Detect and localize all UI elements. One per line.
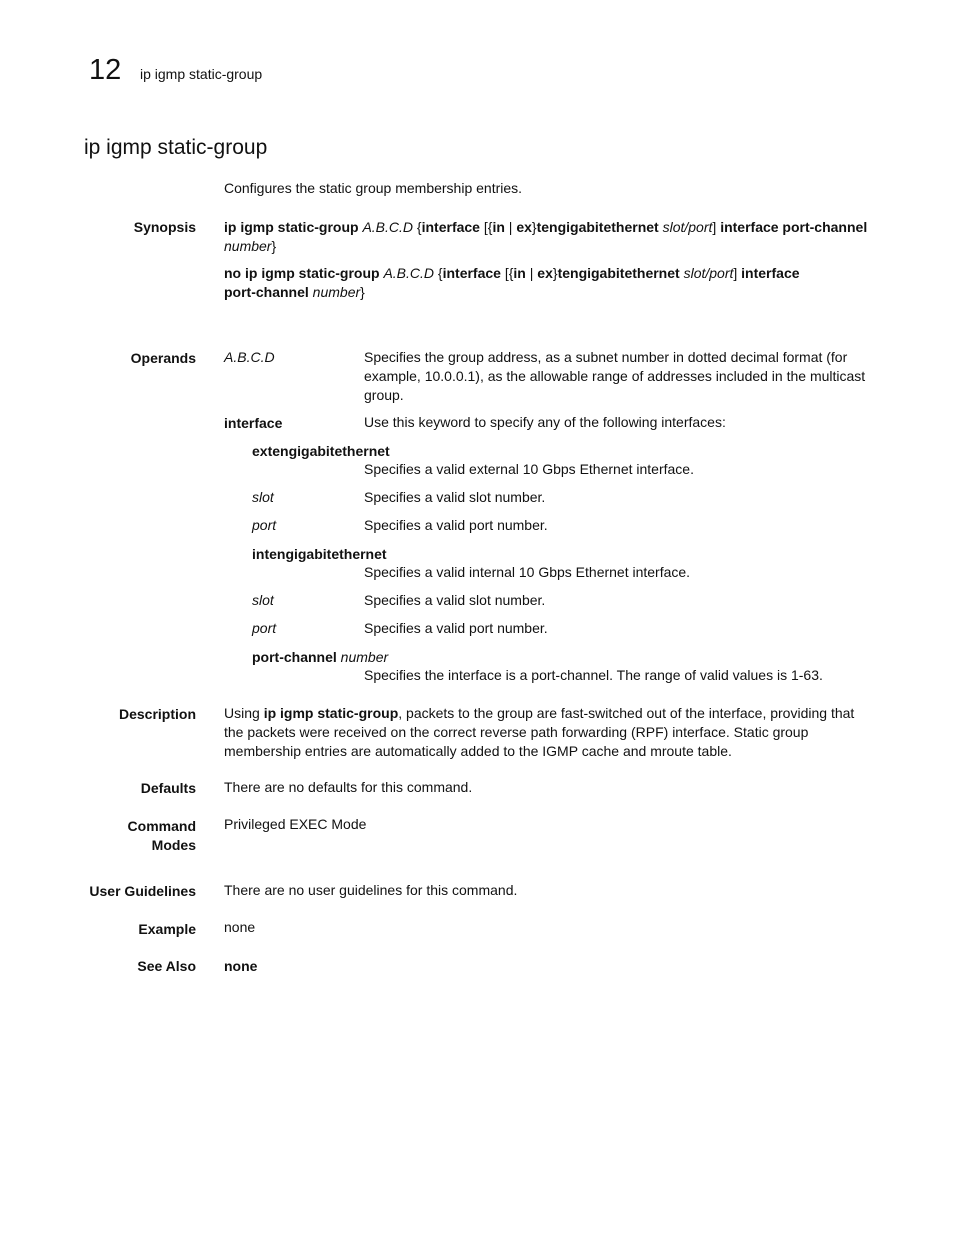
operand-term-keyword: port-channel xyxy=(252,649,337,665)
synopsis-kw: ex xyxy=(516,219,532,235)
defaults-text: There are no defaults for this command. xyxy=(224,779,473,795)
label-see-also: See Also xyxy=(137,958,196,974)
synopsis-arg: slot/port xyxy=(662,219,713,235)
operand-term: interface xyxy=(224,415,283,431)
synopsis-arg: A.B.C.D xyxy=(383,265,435,281)
operand-term: port xyxy=(252,620,277,636)
label-command-modes-line2: Modes xyxy=(151,837,196,853)
synopsis-punct: } xyxy=(271,238,277,254)
synopsis-arg: number xyxy=(312,284,361,300)
synopsis-cmd: ip igmp static-group xyxy=(224,219,359,235)
synopsis-punct: { xyxy=(413,219,422,235)
operand-term: port xyxy=(252,517,277,533)
operand-term: slot xyxy=(252,489,274,505)
synopsis-kw: interface xyxy=(741,265,800,281)
synopsis-punct: } xyxy=(531,219,537,235)
operand-desc: Specifies a valid external 10 Gbps Ethernet interface. xyxy=(364,461,694,477)
description-text xyxy=(224,704,872,761)
synopsis-kw: interface xyxy=(442,265,501,281)
operand-term: extengigabitethernet xyxy=(252,443,390,459)
label-user-guidelines: User Guidelines xyxy=(89,883,196,899)
synopsis-line-2 xyxy=(224,264,872,302)
intro-text: Configures the static group membership entries. xyxy=(224,180,523,196)
synopsis-kw: port-channel xyxy=(224,284,309,300)
synopsis-punct: | xyxy=(525,265,538,281)
operand-term xyxy=(252,648,388,667)
label-operands: Operands xyxy=(130,350,196,366)
user-guidelines-text: There are no user guidelines for this command. xyxy=(224,882,518,898)
operand-desc: Specifies a valid slot number. xyxy=(364,489,546,505)
operand-term: intengigabitethernet xyxy=(252,546,387,562)
label-defaults: Defaults xyxy=(140,780,196,796)
synopsis-kw: ex xyxy=(537,265,553,281)
operand-term: A.B.C.D xyxy=(224,349,275,365)
synopsis-line-1 xyxy=(224,218,872,256)
synopsis-cmd: no ip igmp static-group xyxy=(224,265,380,281)
label-description: Description xyxy=(118,706,196,722)
label-command-modes-line1: Command xyxy=(127,818,196,834)
synopsis-punct: } xyxy=(360,284,365,300)
command-modes-text: Privileged EXEC Mode xyxy=(224,816,367,832)
operand-term: slot xyxy=(252,592,274,608)
synopsis-arg: slot/port xyxy=(683,265,734,281)
synopsis-kw: tengigabitethernet xyxy=(536,219,659,235)
page-title: ip igmp static-group xyxy=(84,136,268,159)
operand-desc: Specifies the group address, as a subnet number in dotted decimal format (for example, 10.0.0.1), as the allowable range of addresses included in the multicast group. xyxy=(364,349,866,403)
synopsis-punct: } xyxy=(552,265,558,281)
synopsis-arg: number xyxy=(224,238,272,254)
operand-term-arg: number xyxy=(340,649,389,665)
synopsis-punct: { xyxy=(434,265,443,281)
synopsis-kw: interface xyxy=(421,219,480,235)
chapter-number: 12 xyxy=(89,54,122,86)
description-cmd: ip igmp static-group xyxy=(263,705,399,721)
label-command-modes xyxy=(128,817,196,855)
operand-desc: Specifies the interface is a port-channel. The range of valid values is 1-63. xyxy=(364,667,823,683)
operand-desc: Use this keyword to specify any of the following interfaces: xyxy=(364,414,726,430)
description-pre: Using xyxy=(224,705,264,721)
operand-desc: Specifies a valid slot number. xyxy=(364,592,546,608)
synopsis-arg: A.B.C.D xyxy=(362,219,414,235)
example-text: none xyxy=(224,919,256,935)
synopsis-punct: ] xyxy=(733,265,742,281)
operand-desc: Specifies a valid internal 10 Gbps Ethernet interface. xyxy=(364,564,691,580)
synopsis-kw: in xyxy=(492,219,505,235)
synopsis-punct: [{ xyxy=(479,219,493,235)
synopsis-kw: interface port-channel xyxy=(720,219,868,235)
description-post: , packets to the group are fast-switched out of the interface, providing that the packets were received on the correct reverse path forwarding (RPF) interface. Static group membership entries are automatically added to the IGMP cache and mroute table. xyxy=(224,705,855,759)
operand-desc: Specifies a valid port number. xyxy=(364,620,548,636)
label-example: Example xyxy=(138,921,196,937)
running-title: ip igmp static-group xyxy=(140,66,263,82)
operand-desc: Specifies a valid port number. xyxy=(364,517,548,533)
synopsis-punct: [{ xyxy=(500,265,514,281)
label-synopsis: Synopsis xyxy=(133,219,196,235)
synopsis-kw: in xyxy=(513,265,526,281)
synopsis-punct: | xyxy=(504,219,517,235)
see-also-link[interactable]: none xyxy=(224,958,258,974)
synopsis-kw: tengigabitethernet xyxy=(557,265,680,281)
synopsis-punct: ] xyxy=(712,219,721,235)
